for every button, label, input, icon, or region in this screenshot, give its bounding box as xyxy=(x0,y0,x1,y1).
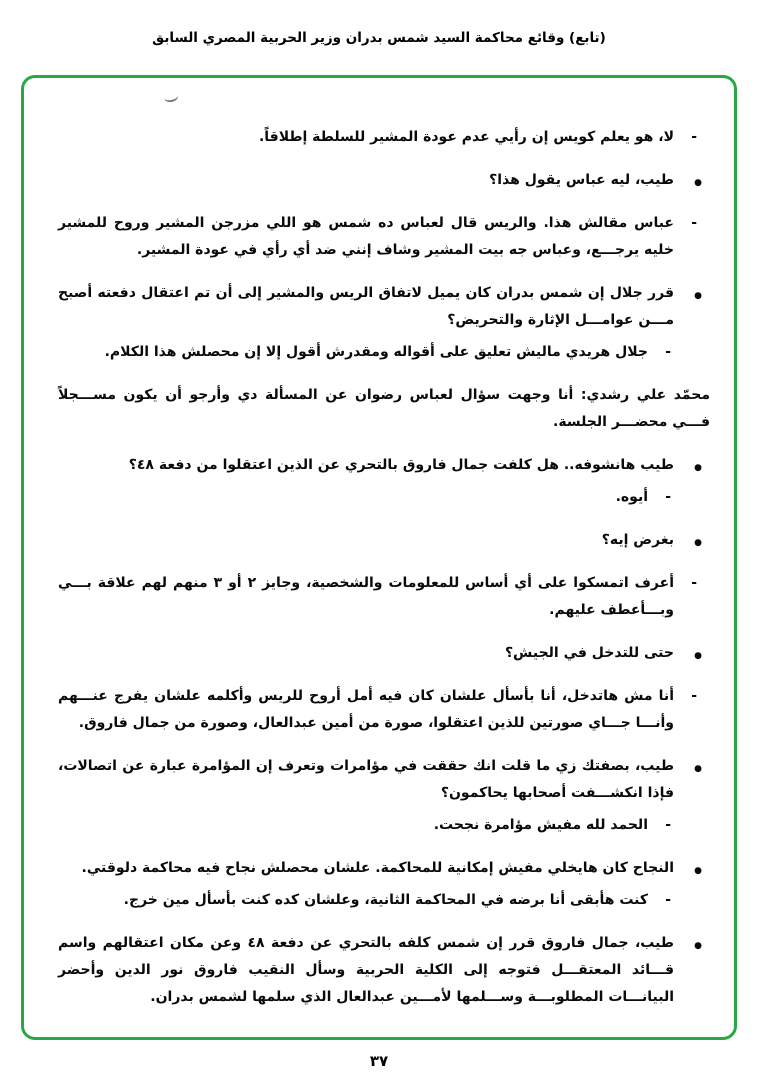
transcript-item xyxy=(58,855,710,882)
transcript-text: طيب، بصفتك زي ما قلت انك حققت في مؤامرات وتعرف إن المؤامرة عبارة عن اتصالات، فإذا انكشـــفت أصحابها يحاكمون؟ xyxy=(58,758,674,801)
transcript-text: الحمد لله مفيش مؤامرة نجحت. xyxy=(433,817,648,833)
transcript-text: لا، هو يعلم كويس إن رأيي عدم عودة المشير للسلطة إطلاقاً. xyxy=(258,129,674,145)
bullet-marker: ● xyxy=(694,866,702,876)
bullet-marker: ● xyxy=(694,764,702,774)
transcript-text: أعرف اتمسكوا على أي أساس للمعلومات والشخصية، وجايز ٢ أو ٣ منهم لهم علاقة بـــي وبـــأعطف عليهم. xyxy=(58,575,674,618)
transcript-item xyxy=(58,339,710,366)
dash-marker: - xyxy=(691,129,697,145)
transcript-text: طيب هانشوفه.. هل كلفت جمال فاروق بالتحري عن الذين اعتقلوا من دفعة ٤٨؟ xyxy=(128,457,674,473)
dash-marker: - xyxy=(665,489,671,505)
transcript-text: عباس مقالش هذا. والريس قال لعباس ده شمس هو اللي مزرجن المشير وروح للمشير خليه يرجـــع، وعباس جه بيت المشير وشاف إنني ضد أي رأي في عودة المشير. xyxy=(58,215,674,258)
scan-artifact xyxy=(163,91,179,103)
transcript-text: بغرض إيه؟ xyxy=(601,532,674,548)
transcript-text: محمّد علي رشدي: أنا وجهت سؤال لعباس رضوان عن المسألة دي وأرجو أن يكون مســـجلاً فـــي محضـــر الجلسة. xyxy=(58,387,710,430)
speaker-paragraph xyxy=(58,382,710,436)
transcript-item xyxy=(58,527,710,554)
dash-marker: - xyxy=(665,344,671,360)
transcript-text: طيب، ليه عباس يقول هذا؟ xyxy=(489,172,674,188)
transcript-text: جلال هريدي ماليش تعليق على أقواله ومقدرش أقول إلا إن محصلش هذا الكلام. xyxy=(104,344,648,360)
bullet-marker: ● xyxy=(694,291,702,301)
transcript-text: أيوه. xyxy=(615,489,648,505)
transcript-text: طيب، جمال فاروق قرر إن شمس كلفه بالتحري عن دفعة ٤٨ وعن مكان اعتقالهم واسم قـــائد المعتقـــل فتوجه إلى الكلية الحربية وسأل النقيب فاروق نور الدين وأحضر البيانـــات المطلوبـــة وســـلمها لأمـــين عبدالعال الذي سلمها لشمس بدران. xyxy=(58,935,674,1005)
transcript-text: حتى للتدخل في الجيش؟ xyxy=(504,645,674,661)
transcript-item xyxy=(58,167,710,194)
transcript-text: النجاح كان هايخلي مفيش إمكانية للمحاكمة. علشان محصلش نجاح فيه محاكمة دلوقتي. xyxy=(81,860,674,876)
transcript-text: قرر جلال إن شمس بدران كان يميل لاتفاق الريس والمشير إلى أن تم اعتقال دفعته أصبح مـــن عوامـــل الإثارة والتحريض؟ xyxy=(58,285,674,328)
transcript-item xyxy=(58,887,710,914)
transcript-item xyxy=(58,484,710,511)
bullet-marker: ● xyxy=(694,463,702,473)
document-header-title: (تابع) وقائع محاكمة السيد شمس بدران وزير الحربية المصري السابق xyxy=(152,30,606,46)
transcript-border-box xyxy=(21,75,737,1040)
transcript-item xyxy=(58,570,710,624)
page-number: ٣٧ xyxy=(369,1052,389,1070)
transcript-item xyxy=(58,124,710,151)
transcript-item xyxy=(58,683,710,737)
bullet-marker: ● xyxy=(694,178,702,188)
bullet-marker: ● xyxy=(694,651,702,661)
dash-marker: - xyxy=(691,688,697,704)
transcript-text: كنت هأبقى أنا برضه في المحاكمة الثانية، وعلشان كده كنت بأسأل مين خرج. xyxy=(123,892,648,908)
dash-marker: - xyxy=(665,817,671,833)
transcript-item xyxy=(58,640,710,667)
transcript-item xyxy=(58,812,710,839)
bullet-marker: ● xyxy=(694,538,702,548)
dash-marker: - xyxy=(665,892,671,908)
transcript-text: أنا مش هاتدخل، أنا بأسأل علشان كان فيه أمل أروح للريس وأكلمه علشان يفرج عنـــهم وأنـــا جـــاي صورتين للذين اعتقلوا، صورة من أمين عبدالعال، وصورة من جمال فاروق. xyxy=(58,688,674,731)
transcript-item xyxy=(58,210,710,264)
dash-marker: - xyxy=(691,215,697,231)
transcript-item xyxy=(58,930,710,1011)
transcript-item xyxy=(58,753,710,807)
transcript-item xyxy=(58,452,710,479)
bullet-marker: ● xyxy=(694,941,702,951)
transcript-item xyxy=(58,280,710,334)
dash-marker: - xyxy=(691,575,697,591)
